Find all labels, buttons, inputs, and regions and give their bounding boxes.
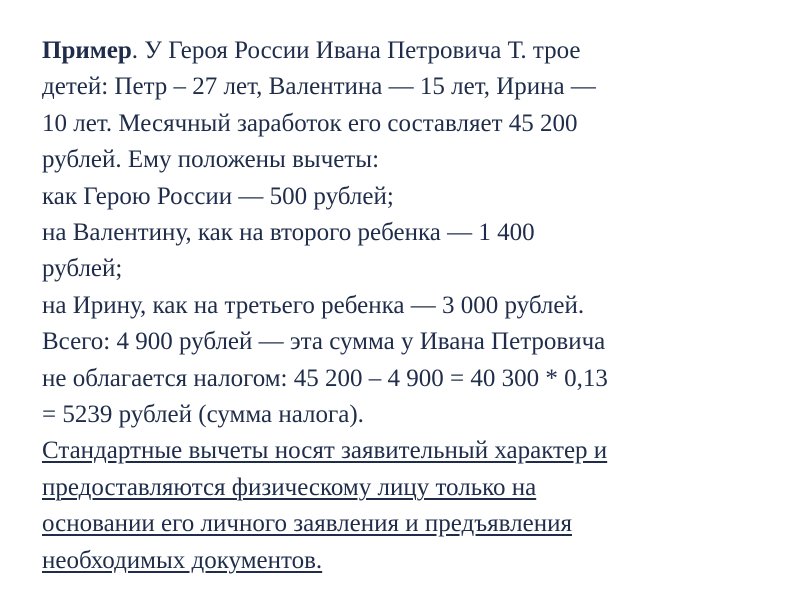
example-label: Пример [42,37,132,64]
example-line [42,33,762,69]
deduction-hero-line: как Герою России — 500 рублей; [42,182,394,210]
note-line: основании его личного заявления и предъявления [42,510,572,538]
note-line: Стандартные вычеты носят заявительный характер и [42,437,608,465]
example-line: детей: Петр – 27 лет, Валентина — 15 лет, Ирина — [42,73,596,101]
calculation-line: не облагается налогом: 45 200 – 4 900 = 40 300 * 0,13 [42,364,608,392]
note-line: предоставляются физическому лицу только на [42,473,537,501]
example-line: рублей. Ему положены вычеты: [42,146,380,174]
total-line: Всего: 4 900 рублей — эта сумма у Ивана Петровича [42,328,606,356]
calculation-result-line: = 5239 рублей (сумма налога). [42,401,364,429]
note-line: необходимых документов. [42,546,323,574]
example-line: 10 лет. Месячный заработок его составляет 45 200 [42,109,578,137]
slide-text [42,33,762,579]
deduction-second-child-line: рублей; [42,255,123,283]
example-paragraph [42,33,762,433]
example-line-text: . У Героя России Ивана Петровича Т. трое [131,37,581,64]
deduction-second-child-line: на Валентину, как на второго ребенка — 1 400 [42,219,535,247]
deduction-third-child-line: на Ирину, как на третьего ребенка — 3 000 рублей. [42,291,585,319]
underlined-note [42,433,762,579]
